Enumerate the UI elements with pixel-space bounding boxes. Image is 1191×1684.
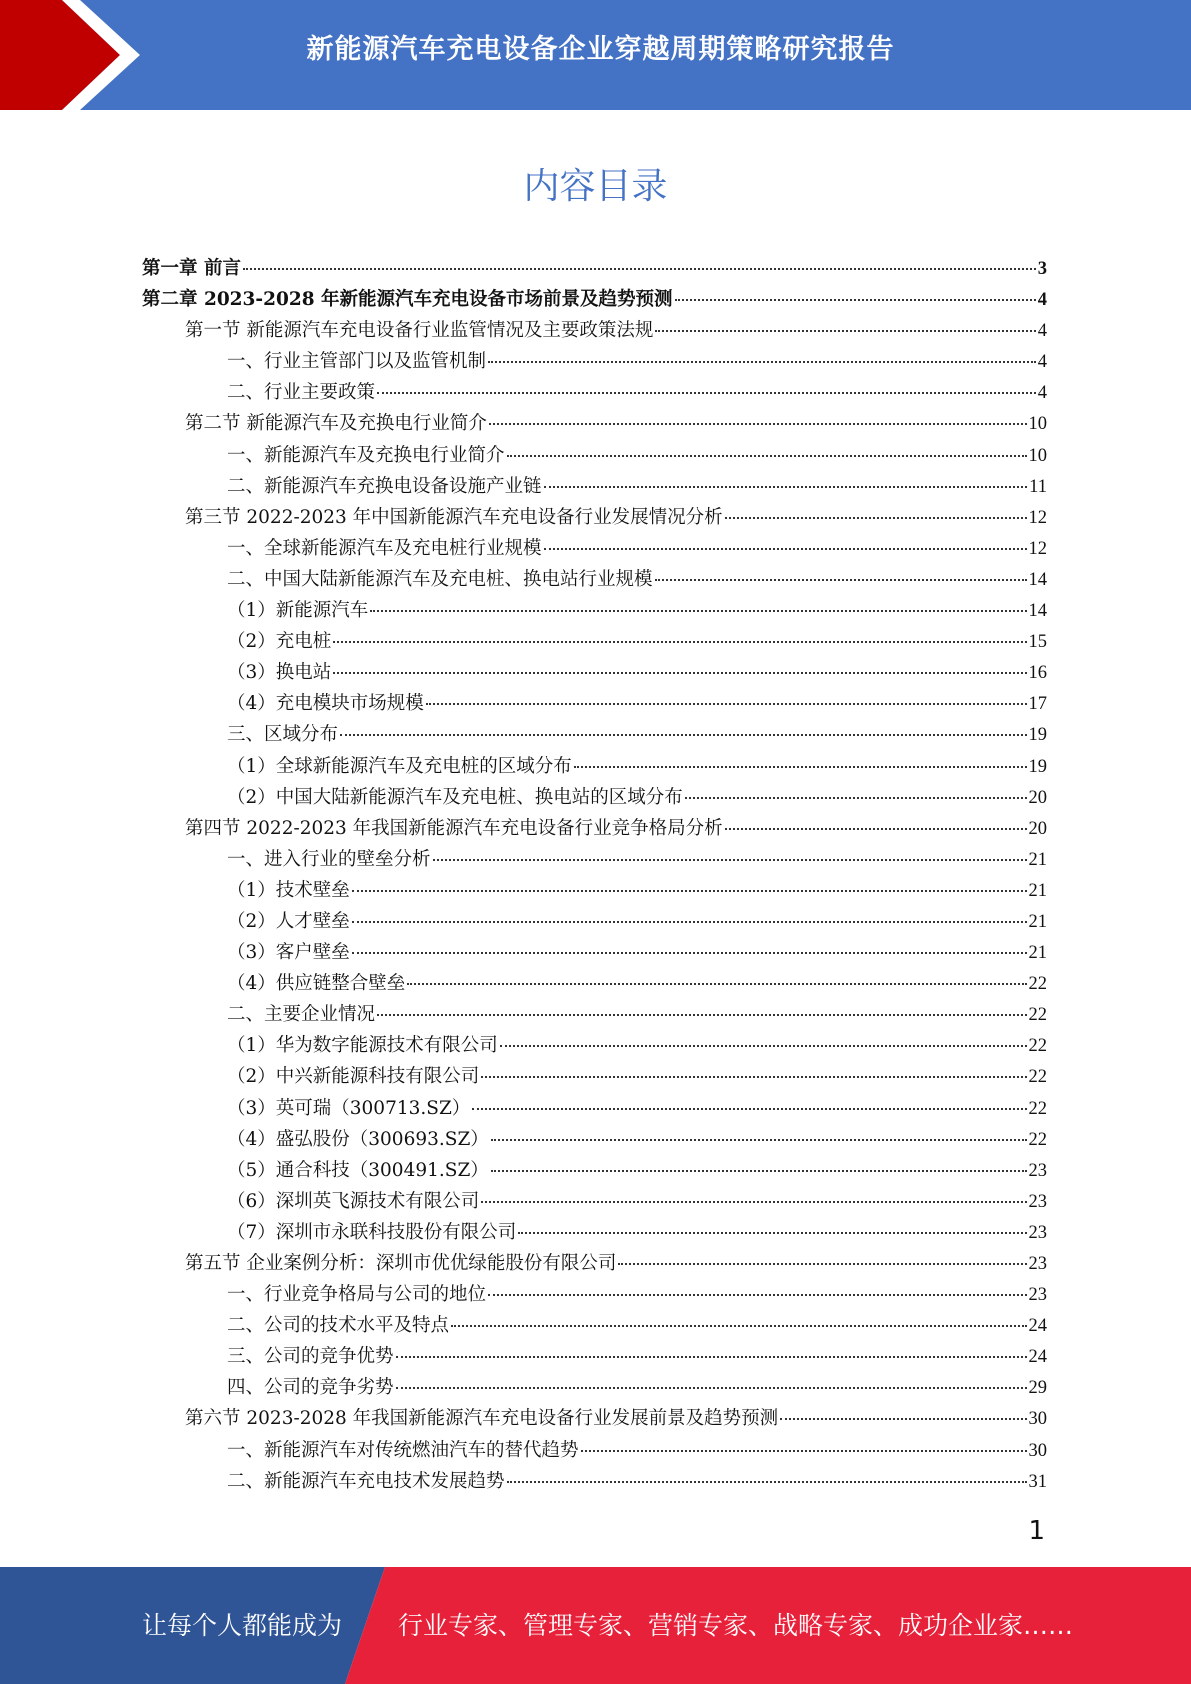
- toc-entry-label: （3）英可瑞（300713.SZ）: [227, 1097, 471, 1119]
- toc-entry-label: 二、公司的技术水平及特点: [227, 1315, 450, 1337]
- toc-entry-label: （2）中国大陆新能源汽车及充电桩、换电站的区域分布: [227, 786, 683, 808]
- toc-entry-page: 17: [1028, 694, 1047, 715]
- toc-leader-dots: [377, 1014, 1026, 1016]
- toc-heading: 内容目录: [523, 166, 668, 207]
- toc-entry-label: （2）人才壁垒: [227, 910, 350, 932]
- toc-leader-dots: [491, 1170, 1027, 1172]
- toc-entry-label: （3）换电站: [227, 662, 332, 684]
- toc-leader-dots: [243, 268, 1036, 270]
- toc-leader-dots: [352, 921, 1027, 923]
- toc-entry-label: 三、区域分布: [227, 724, 339, 746]
- toc-entry-label: （1）华为数字能源技术有限公司: [227, 1035, 498, 1057]
- toc-leader-dots: [544, 548, 1027, 550]
- toc-entry-page: 23: [1028, 1254, 1047, 1274]
- toc-entry-page: 22: [1028, 1067, 1047, 1088]
- toc-entry-label: （5）通合科技（300491.SZ）: [227, 1159, 489, 1181]
- toc-entry-page: 4: [1037, 383, 1047, 404]
- toc-entry[interactable]: [142, 1310, 1047, 1341]
- toc-leader-dots: [574, 766, 1027, 768]
- toc-entry[interactable]: [142, 1155, 1047, 1186]
- toc-entry[interactable]: [142, 937, 1047, 968]
- toc-entry-label: 二、中国大陆新能源汽车及充电桩、换电站行业规模: [227, 568, 653, 590]
- toc-entry-page: 21: [1028, 911, 1047, 932]
- toc-entry-label: 二、新能源汽车充电技术发展趋势: [227, 1470, 505, 1492]
- toc-leader-dots: [407, 983, 1026, 985]
- toc-leader-dots: [618, 1263, 1026, 1265]
- toc-leader-dots: [655, 330, 1035, 332]
- toc-entry-page: 16: [1028, 663, 1047, 684]
- toc-entry[interactable]: [142, 1279, 1047, 1310]
- toc-entry[interactable]: [142, 1124, 1047, 1155]
- toc-entry-page: 22: [1028, 974, 1047, 995]
- toc-leader-dots: [500, 1045, 1027, 1047]
- toc-entry-label: 二、主要企业情况: [227, 1004, 376, 1026]
- toc-entry-page: 20: [1028, 787, 1047, 808]
- toc-leader-dots: [472, 1108, 1026, 1110]
- toc-leader-dots: [481, 1076, 1026, 1078]
- toc-leader-dots: [333, 672, 1026, 674]
- toc-entry[interactable]: [142, 595, 1047, 626]
- toc-entry-page: 29: [1028, 1378, 1047, 1399]
- toc-entry-page: 20: [1028, 818, 1047, 839]
- toc-entry-label: 第四节 2022-2023 年我国新能源汽车充电设备行业竞争格局分析: [185, 817, 723, 839]
- toc-entry-page: 14: [1028, 601, 1047, 622]
- toc-entry-page: 19: [1028, 756, 1047, 777]
- toc-entry[interactable]: [142, 284, 1047, 315]
- toc-leader-dots: [544, 486, 1028, 488]
- toc-entry-page: 31: [1028, 1471, 1047, 1492]
- toc-leader-dots: [333, 641, 1026, 643]
- toc-entry-page: 21: [1028, 880, 1047, 901]
- toc-entry[interactable]: [142, 408, 1047, 439]
- toc-entry-label: （3）客户壁垒: [227, 942, 350, 964]
- toc-entry-page: 10: [1028, 414, 1047, 435]
- toc-entry-label: 一、新能源汽车及充换电行业简介: [227, 444, 505, 466]
- toc-leader-dots: [433, 859, 1027, 861]
- toc-leader-dots: [396, 1356, 1027, 1358]
- toc-entry-page: 22: [1028, 1005, 1047, 1026]
- toc-leader-dots: [488, 361, 1036, 363]
- toc-entry-label: （4）盛弘股份（300693.SZ）: [227, 1128, 489, 1150]
- toc-entry-label: 第一节 新能源汽车充电设备行业监管情况及主要政策法规: [185, 320, 654, 342]
- toc-entry[interactable]: [142, 813, 1047, 844]
- toc-entry-page: 22: [1028, 1129, 1047, 1150]
- toc-entry-label: （7）深圳市永联科技股份有限公司: [227, 1221, 517, 1243]
- toc-entry-label: 四、公司的竞争劣势: [227, 1377, 394, 1399]
- toc-entry-label: 一、新能源汽车对传统燃油汽车的替代趋势: [227, 1439, 579, 1461]
- toc-entry[interactable]: [142, 1435, 1047, 1466]
- toc-leader-dots: [507, 455, 1027, 457]
- toc-entry[interactable]: [142, 1030, 1047, 1061]
- toc-entry-page: 15: [1028, 632, 1047, 653]
- toc-entry[interactable]: [142, 1061, 1047, 1092]
- toc-entry-label: 第一章 前言: [142, 258, 241, 279]
- toc-entry-label: （2）充电桩: [227, 631, 332, 653]
- toc-entry-label: （1）新能源汽车: [227, 600, 369, 622]
- toc-entry-label: 二、新能源汽车充换电设备设施产业链: [227, 475, 542, 497]
- toc-entry-page: 23: [1028, 1222, 1047, 1243]
- toc-entry-page: 12: [1028, 538, 1047, 559]
- toc-entry[interactable]: [142, 1372, 1047, 1403]
- header-banner: [0, 0, 1191, 110]
- toc-entry-page: 21: [1028, 849, 1047, 870]
- toc-entry-label: 三、公司的竞争优势: [227, 1346, 394, 1368]
- toc-leader-dots: [685, 797, 1027, 799]
- toc-entry-label: （1）全球新能源汽车及充电桩的区域分布: [227, 755, 572, 777]
- toc-entry[interactable]: [142, 906, 1047, 937]
- toc-leader-dots: [481, 1201, 1026, 1203]
- toc-entry[interactable]: [142, 1341, 1047, 1372]
- toc-leader-dots: [725, 828, 1027, 830]
- toc-leader-dots: [780, 1418, 1026, 1420]
- table-of-contents: [142, 253, 1047, 1497]
- toc-entry-page: 19: [1028, 725, 1047, 746]
- toc-entry-label: 一、行业主管部门以及监管机制: [227, 351, 487, 373]
- toc-entry-label: 第五节 企业案例分析：深圳市优优绿能股份有限公司: [185, 1253, 617, 1274]
- toc-leader-dots: [426, 703, 1027, 705]
- toc-entry[interactable]: [142, 968, 1047, 999]
- toc-leader-dots: [675, 299, 1036, 301]
- toc-entry[interactable]: [142, 1403, 1047, 1434]
- toc-entry-label: 第三节 2022-2023 年中国新能源汽车充电设备行业发展情况分析: [185, 506, 723, 528]
- toc-entry[interactable]: [142, 471, 1047, 502]
- toc-entry-page: 30: [1028, 1440, 1047, 1461]
- toc-leader-dots: [491, 1139, 1027, 1141]
- toc-entry-page: 11: [1029, 476, 1047, 497]
- toc-leader-dots: [352, 890, 1027, 892]
- toc-entry[interactable]: [142, 657, 1047, 688]
- toc-entry[interactable]: [142, 1248, 1047, 1279]
- toc-entry[interactable]: [142, 440, 1047, 471]
- toc-entry[interactable]: [142, 999, 1047, 1030]
- toc-leader-dots: [377, 392, 1036, 394]
- toc-entry[interactable]: [142, 533, 1047, 564]
- toc-entry-page: 12: [1028, 507, 1047, 528]
- toc-entry-label: 一、进入行业的壁垒分析: [227, 848, 431, 870]
- toc-leader-dots: [655, 579, 1027, 581]
- toc-entry-page: 24: [1028, 1347, 1047, 1368]
- toc-entry[interactable]: [142, 875, 1047, 906]
- toc-entry-page: 23: [1028, 1191, 1047, 1212]
- toc-entry-label: （6）深圳英飞源技术有限公司: [227, 1190, 480, 1212]
- toc-entry-page: 4: [1037, 290, 1047, 311]
- toc-entry[interactable]: [142, 782, 1047, 813]
- report-title: 新能源汽车充电设备企业穿越周期策略研究报告: [306, 34, 895, 65]
- toc-entry-label: （1）技术壁垒: [227, 879, 350, 901]
- toc-entry-page: 4: [1037, 321, 1047, 342]
- toc-entry-page: 22: [1028, 1036, 1047, 1057]
- toc-entry[interactable]: [142, 751, 1047, 782]
- toc-entry-page: 4: [1037, 352, 1047, 373]
- toc-leader-dots: [725, 517, 1027, 519]
- toc-entry[interactable]: [142, 346, 1047, 377]
- toc-entry-label: 第二章 2023-2028 年新能源汽车充电设备市场前景及趋势预测: [142, 289, 673, 311]
- toc-leader-dots: [340, 734, 1026, 736]
- toc-entry[interactable]: [142, 844, 1047, 875]
- toc-entry[interactable]: [142, 1217, 1047, 1248]
- toc-entry[interactable]: [142, 377, 1047, 408]
- footer-slogan-right: 行业专家、管理专家、营销专家、战略专家、成功企业家……: [398, 1611, 1074, 1640]
- toc-entry[interactable]: [142, 1466, 1047, 1497]
- toc-entry[interactable]: [142, 315, 1047, 346]
- toc-leader-dots: [581, 1450, 1027, 1452]
- toc-entry-label: 二、行业主要政策: [227, 382, 376, 404]
- toc-leader-dots: [489, 423, 1027, 425]
- toc-entry-label: 第六节 2023-2028 年我国新能源汽车充电设备行业发展前景及趋势预测: [185, 1408, 779, 1430]
- toc-leader-dots: [370, 610, 1026, 612]
- toc-entry[interactable]: [142, 564, 1047, 595]
- toc-entry-label: 一、行业竞争格局与公司的地位: [227, 1284, 487, 1306]
- toc-entry[interactable]: [142, 688, 1047, 719]
- toc-entry-page: 22: [1028, 1098, 1047, 1119]
- toc-leader-dots: [396, 1387, 1027, 1389]
- toc-leader-dots: [518, 1232, 1026, 1234]
- toc-entry-page: 24: [1028, 1316, 1047, 1337]
- toc-entry-label: 一、全球新能源汽车及充电桩行业规模: [227, 537, 542, 559]
- toc-entry-label: （4）供应链整合壁垒: [227, 973, 406, 995]
- toc-entry[interactable]: [142, 1093, 1047, 1124]
- toc-entry-page: 21: [1028, 943, 1047, 964]
- toc-entry-label: （4）充电模块市场规模: [227, 693, 424, 715]
- toc-entry-page: 30: [1028, 1409, 1047, 1430]
- toc-entry-page: 23: [1028, 1160, 1047, 1181]
- page-number: 1: [1028, 1516, 1045, 1546]
- toc-leader-dots: [507, 1481, 1027, 1483]
- toc-entry-page: 3: [1037, 259, 1047, 279]
- toc-entry[interactable]: [142, 719, 1047, 750]
- footer-slogan-left: 让每个人都能成为: [142, 1611, 343, 1640]
- toc-entry[interactable]: [142, 626, 1047, 657]
- toc-entry-page: 23: [1028, 1285, 1047, 1306]
- toc-entry[interactable]: [142, 502, 1047, 533]
- toc-entry-page: 14: [1028, 569, 1047, 590]
- toc-entry-page: 10: [1028, 445, 1047, 466]
- toc-leader-dots: [451, 1325, 1026, 1327]
- toc-entry[interactable]: [142, 253, 1047, 284]
- toc-leader-dots: [352, 952, 1027, 954]
- toc-entry-label: （2）中兴新能源科技有限公司: [227, 1066, 480, 1088]
- toc-entry-label: 第二节 新能源汽车及充换电行业简介: [185, 413, 487, 435]
- toc-entry[interactable]: [142, 1186, 1047, 1217]
- footer-banner: [0, 1567, 1191, 1684]
- toc-leader-dots: [488, 1294, 1026, 1296]
